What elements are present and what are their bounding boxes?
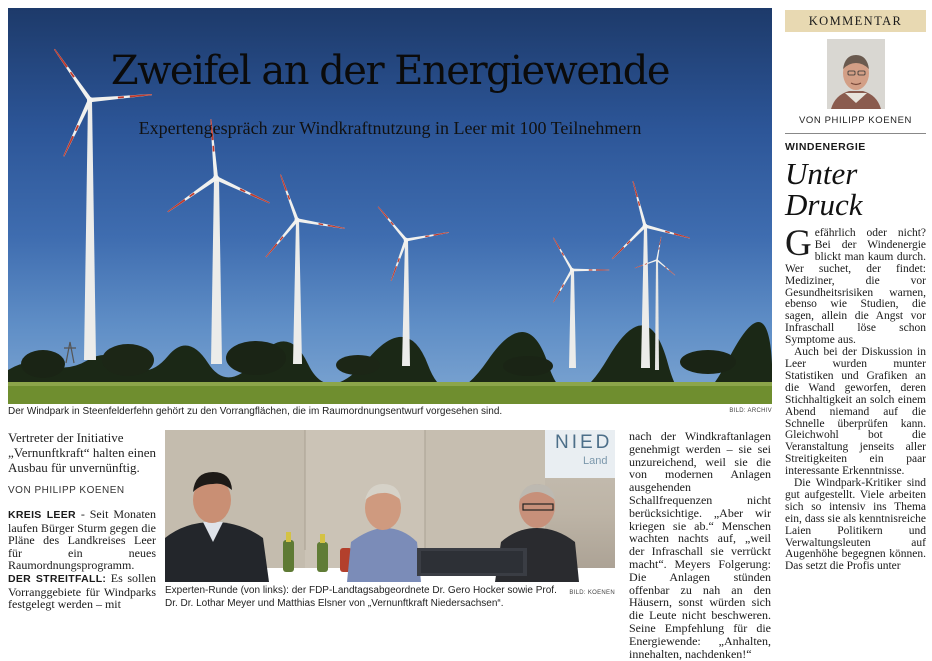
article-mid-column [629, 430, 771, 660]
kommentar-paragraph: Auch bei der Diskussion in Leer wurden munter Statistiken und Grafiken an die Wand geworfen, deren Stichhaltigkeit an solch einem Abend niemand auf die Schnelle überprüfen kann. Gleichwohl bot die Veranstaltung jenseits aller Streitigkeiten ein paar interessante Erkenntnisse. [785, 346, 926, 478]
kommentar-kicker: WINDENERGIE [785, 141, 866, 153]
article-body-left [8, 508, 156, 611]
author-portrait-image [827, 39, 885, 109]
hero-caption: Der Windpark in Steenfelderfehn gehört zu den Vorrangflächen, die im Raumordnungsentwurf vorgesehen sind. [8, 406, 503, 417]
article-intro: Vertreter der Initiative „Vernunftkraft“ halten einen Ausbau für unvernünftig. [8, 430, 156, 475]
drop-cap: G [785, 223, 812, 264]
kommentar-sidebar [785, 10, 926, 620]
panel-photo-credit: BILD: KOENEN [569, 590, 615, 596]
article-byline: VON PHILIPP KOENEN [8, 485, 125, 496]
panel-caption: Experten-Runde (von links): der FDP-Landtagsabgeordnete Dr. Gero Hocker sowie Prof. Dr. Dr. Lothar Meyer und Matthias Elsner von „Vernunftkraft Niedersachsen“. [165, 585, 557, 609]
wall-sign-text: NIED [555, 432, 613, 453]
section-label: KOMMENTAR [785, 10, 926, 32]
panel-photo [165, 430, 615, 582]
subheadline: Expertengespräch zur Windkraftnutzung in Leer mit 100 Teilnehmern [138, 118, 642, 138]
wall-sign-subtext: Land [583, 455, 608, 467]
hero-photo-credit: BILD: ARCHIV [729, 408, 772, 414]
hero-caption-row [8, 406, 772, 417]
kommentar-body [785, 223, 926, 573]
hero-photo [8, 8, 772, 404]
dateline: KREIS LEER [8, 509, 76, 521]
article-paragraph: DER STREITFALL: Es sollen Vorranggebiete für Windparks festgelegt werden – mit [8, 570, 156, 612]
kommentar-paragraph: Gefährlich oder nicht? Bei der Windenergie blickt man kaum durch. Wer suchet, der findet: Mediziner, die vor Gesundheitsrisiken warnen, ebenso wie Studien, die sagen, allein die Angst vor Infraschall löse schon Symptome aus. [785, 223, 926, 347]
kommentar-byline: VON PHILIPP KOENEN [785, 115, 926, 134]
headline: Zweifel an der Energiewende [110, 48, 670, 94]
article-paragraph: nach der Windkraftanlagen genehmigt werden – sie sei unzureichend, weil sie die von modernen Anlagen ausgehenden Schallfrequenzen nicht berücksichtige. „Aber wir kriegen sie ab.“ Menschen wachten nachts auf, „weil der Infraschall sie verrückt macht“. Meyers Folgerung: Die Anlagen stünden offenbar zu nah an den Häusern, sonst würden sich die Leute nicht beschweren. Seine Empfehlung für die Energiewende: „Anhalten, innehalten, nachdenken!“ [629, 429, 771, 661]
kommentar-headline: Unter Druck [785, 156, 863, 222]
panel-caption-row [165, 585, 615, 610]
paragraph-lead: DER STREITFALL: [8, 572, 107, 585]
article-left-column [8, 430, 156, 611]
article-paragraph: KREIS LEER - Seit Monaten laufen Bürger Sturm gegen die Pläne des Landkreises Leer für ein neues Raumordnungsprogramm. [8, 507, 156, 573]
kommentar-paragraph: Die Windpark-Kritiker sind gut aufgestellt. Viele arbeiten sich so intensiv ins Thema ein, dass sie als kenntnisreiche Laien Politikern und Verwaltungsleuten auf Augenhöhe begegnen können. Das setzt die Profis unter [785, 477, 926, 573]
author-portrait [827, 39, 885, 109]
